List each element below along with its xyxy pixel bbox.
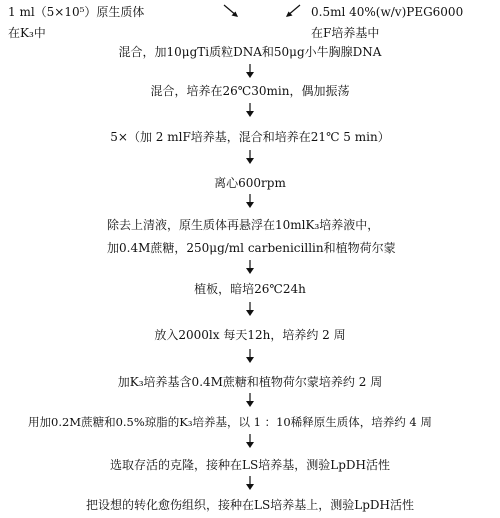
step-2: 混合，培养在26℃30min，偶加振荡 <box>150 84 350 98</box>
step-10: 选取存活的克隆，接种在LS培养基，测验LpDH活性 <box>110 458 390 472</box>
input-left-line2: 在K₃中 <box>8 26 46 40</box>
arrow-down-right <box>222 3 240 23</box>
step-3: 5×（加 2 mlF培养基，混合和培养在21℃ 5 min） <box>110 130 390 144</box>
input-left-line1: 1 ml（5×10⁵）原生质体 <box>8 5 145 19</box>
step-6: 植板，暗培26℃24h <box>194 282 306 296</box>
arrow-down-icon <box>243 103 257 117</box>
arrow-down-left <box>284 3 302 23</box>
step-4: 离心600rpm <box>214 176 286 190</box>
step-7: 放入2000lx 每天12h，培养约 2 周 <box>154 328 346 342</box>
step-5-line2: 加0.4M蔗糖，250μg/ml carbenicillin和植物荷尔蒙 <box>107 241 396 255</box>
arrow-down-icon <box>243 434 257 448</box>
step-8: 加K₃培养基含0.4M蔗糖和植物荷尔蒙培养约 2 周 <box>117 375 383 389</box>
arrow-down-icon <box>243 150 257 164</box>
arrow-down-icon <box>243 194 257 208</box>
step-11: 把设想的转化愈伤组织，接种在LS培养基上，测验LpDH活性 <box>86 498 414 512</box>
input-right-line2: 在F培养基中 <box>311 26 380 40</box>
input-right-line1: 0.5ml 40%(w/v)PEG6000 <box>311 5 464 19</box>
step-1: 混合，加10μgTi质粒DNA和50μg小牛胸腺DNA <box>118 45 382 59</box>
arrow-down-icon <box>243 64 257 78</box>
step-9: 用加0.2M蔗糖和0.5%琼脂的K₃培养基，以 1 ：10稀释原生质体，培养约 4 周 <box>28 415 432 429</box>
arrow-down-icon <box>243 260 257 274</box>
arrow-down-icon <box>243 476 257 490</box>
step-5-line1: 除去上清液，原生质体再悬浮在10mlK₃培养液中， <box>107 218 380 232</box>
arrow-down-icon <box>243 302 257 316</box>
arrow-down-icon <box>243 349 257 363</box>
arrow-down-icon <box>243 393 257 407</box>
